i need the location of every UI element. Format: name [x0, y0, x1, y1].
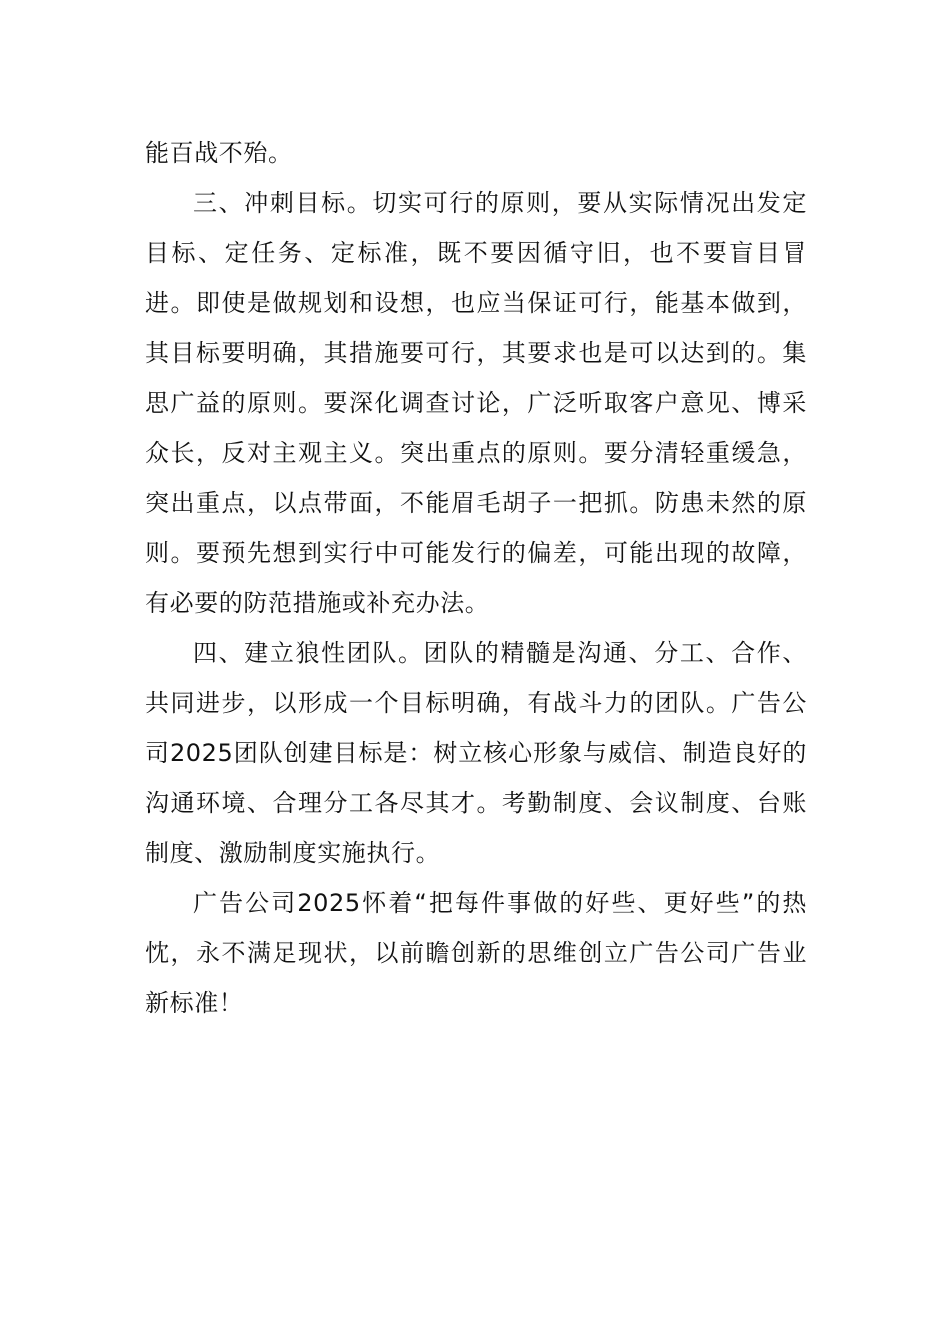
- paragraph-continuation: 能百战不殆。: [145, 139, 293, 167]
- paragraph-closing: 广告公司2025怀着“把每件事做的好些、更好些”的热忱，永不满足现状，以前瞻创新的思维创立广告公司广告业新标准！: [145, 889, 807, 1017]
- paragraph-sprint-goals: 三、冲刺目标。切实可行的原则，要从实际情况出发定目标、定任务、定标准，既不要因循守旧，也不要盲目冒进。即使是做规划和设想，也应当保证可行，能基本做到，其目标要明确，其措施要可行，其要求也是可以达到的。集思广益的原则。要深化调查讨论，广泛听取客户意见、博采众长，反对主观主义。突出重点的原则。要分清轻重缓急，突出重点，以点带面，不能眉毛胡子一把抓。防患未然的原则。要预先想到实行中可能发行的偏差，可能出现的故障，有必要的防范措施或补充办法。: [145, 189, 807, 617]
- paragraph-wolf-team: 四、建立狼性团队。团队的精髓是沟通、分工、合作、共同进步，以形成一个目标明确，有战斗力的团队。广告公司2025团队创建目标是：树立核心形象与威信、制造良好的沟通环境、合理分工各尽其才。考勤制度、会议制度、台账制度、激励制度实施执行。: [145, 639, 807, 867]
- document-body: [145, 128, 807, 1028]
